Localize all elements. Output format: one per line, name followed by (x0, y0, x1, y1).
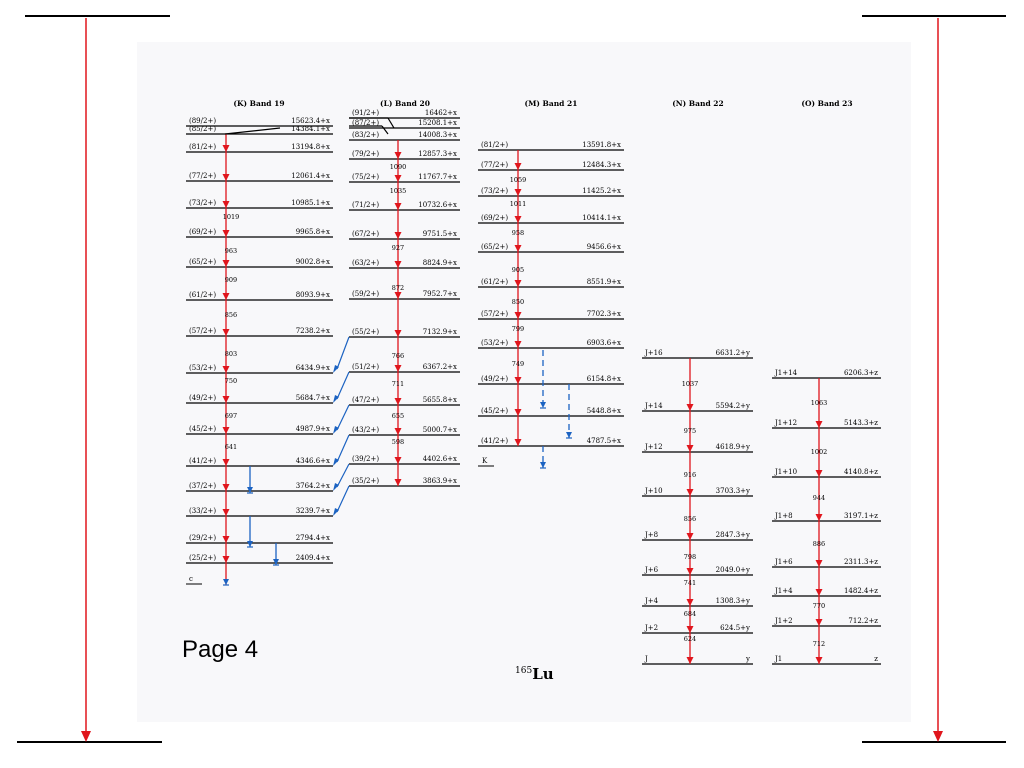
spin-label: J1+6 (775, 558, 793, 566)
cascade-arrowhead (687, 445, 694, 452)
spin-label: (63/2+) (352, 259, 380, 267)
spin-label: J1+2 (775, 617, 793, 625)
band-title: (N) Band 22 (672, 99, 724, 108)
gamma-energy-label: 598 (391, 438, 405, 446)
cascade-arrowhead (515, 377, 522, 384)
spin-label: (47/2+) (352, 396, 380, 404)
energy-label: 4618.9+y (715, 443, 750, 451)
energy-label: 7132.9+x (422, 328, 457, 336)
energy-label: 11425.2+x (582, 187, 621, 195)
energy-label: 9965.8+x (295, 228, 330, 236)
cascade-arrowhead (515, 163, 522, 170)
energy-label: 3197.1+z (843, 512, 878, 520)
energy-label: 13591.8+x (582, 141, 621, 149)
spin-label: J+4 (645, 597, 659, 605)
spin-label: (73/2+) (189, 199, 217, 207)
cascade-arrowhead (515, 341, 522, 348)
energy-label: 624.5+y (720, 624, 750, 632)
spin-label: (41/2+) (189, 457, 217, 465)
energy-label: 6631.2+y (715, 349, 750, 357)
interband-transition (337, 486, 349, 512)
dashed-decay-arrowhead (540, 402, 546, 408)
energy-label: 8551.9+x (586, 278, 621, 286)
cascade-arrowhead (395, 457, 402, 464)
crossing-line (388, 118, 394, 128)
spin-label: (71/2+) (352, 201, 380, 209)
cascade-arrowhead (223, 396, 230, 403)
cascade-arrowhead (395, 203, 402, 210)
band-title: (M) Band 21 (524, 99, 578, 108)
cascade-arrowhead (687, 404, 694, 411)
gamma-energy-label: 916 (683, 471, 697, 479)
energy-label: 16462+x (424, 109, 457, 117)
gamma-energy-label: 850 (511, 298, 525, 306)
nucleus-symbol: Lu (532, 665, 554, 683)
blue-decay-arrowhead (247, 541, 253, 547)
gamma-energy-label: 963 (224, 247, 238, 255)
energy-label: 1482.4+z (843, 587, 878, 595)
cascade-arrowhead (223, 556, 230, 563)
right-arrow-head (933, 731, 943, 742)
gamma-energy-label: 641 (224, 443, 238, 451)
band-footer-label: K (482, 457, 488, 465)
gamma-energy-label: 958 (511, 229, 525, 237)
spin-label: (29/2+) (189, 534, 217, 542)
spin-label: (69/2+) (481, 214, 509, 222)
cascade-arrowhead (816, 514, 823, 521)
spin-label: J1+4 (775, 587, 793, 595)
cascade-arrowhead (223, 509, 230, 516)
energy-label: 7702.3+x (586, 310, 621, 318)
interband-transition (337, 435, 349, 462)
crossing-line (382, 126, 388, 134)
gamma-energy-label: 684 (683, 610, 697, 618)
energy-label: 15623.4+x (291, 117, 330, 125)
level-scheme (137, 42, 911, 722)
energy-label: 2049.0+y (715, 566, 750, 574)
cascade-arrowhead (687, 626, 694, 633)
gamma-energy-label: 712 (812, 640, 826, 648)
spin-label: (25/2+) (189, 554, 217, 562)
energy-label: 3239.7+x (295, 507, 330, 515)
energy-label: 4140.8+z (843, 468, 878, 476)
gamma-energy-label: 655 (391, 412, 405, 420)
gamma-energy-label: 944 (812, 494, 826, 502)
spin-label: (65/2+) (189, 258, 217, 266)
energy-label: 6434.9+x (295, 364, 330, 372)
energy-label: 4787.5+x (586, 437, 621, 445)
cascade-arrowhead (223, 536, 230, 543)
spin-label: (61/2+) (189, 291, 217, 299)
spin-label: (49/2+) (481, 375, 509, 383)
energy-label: 2794.4+x (295, 534, 330, 542)
spin-label: (61/2+) (481, 278, 509, 286)
gamma-energy-label: 975 (683, 427, 697, 435)
spin-label: (33/2+) (189, 507, 217, 515)
spin-label: (81/2+) (189, 143, 217, 151)
cascade-arrowhead (223, 427, 230, 434)
dashed-decay-arrowhead (540, 462, 546, 468)
cascade-arrowhead (515, 439, 522, 446)
energy-label: 2847.3+y (715, 531, 750, 539)
cascade-arrowhead (395, 330, 402, 337)
energy-label: 5655.8+x (422, 396, 457, 404)
energy-label: 14384.1+x (291, 125, 330, 133)
page-label: Page 4 (182, 636, 259, 663)
gamma-energy-label: 741 (683, 579, 697, 587)
energy-label: 9751.5+x (422, 230, 457, 238)
spin-label: J+14 (645, 402, 663, 410)
spin-label: (43/2+) (352, 426, 380, 434)
spin-label: (45/2+) (189, 425, 217, 433)
energy-label: 5143.3+z (843, 419, 878, 427)
gamma-energy-label: 872 (391, 284, 405, 292)
cascade-arrowhead (395, 175, 402, 182)
dashed-decay-arrowhead (566, 432, 572, 438)
energy-label: 2409.4+x (295, 554, 330, 562)
spin-label: (51/2+) (352, 363, 380, 371)
spin-label: (73/2+) (481, 187, 509, 195)
energy-label: 10414.1+x (582, 214, 621, 222)
cascade-arrowhead (223, 260, 230, 267)
energy-label: 1308.3+y (715, 597, 750, 605)
energy-label: 6367.2+x (422, 363, 457, 371)
cascade-arrowhead (395, 398, 402, 405)
cascade-arrowhead (223, 174, 230, 181)
cascade-arrowhead (515, 280, 522, 287)
cascade-arrowhead (223, 145, 230, 152)
cascade-arrowhead (395, 428, 402, 435)
energy-label: 10732.6+x (418, 201, 457, 209)
spin-label: (59/2+) (352, 290, 380, 298)
gamma-energy-label: 905 (511, 266, 525, 274)
cascade-arrowhead (515, 245, 522, 252)
cascade-arrowhead (816, 657, 823, 664)
interband-transition (337, 464, 349, 487)
spin-label: J+8 (645, 531, 659, 539)
energy-label: 12857.3+x (418, 150, 457, 158)
cascade-arrowhead (816, 470, 823, 477)
cascade-arrowhead (395, 365, 402, 372)
spin-label: (87/2+) (352, 119, 380, 127)
cascade-arrowhead (816, 560, 823, 567)
gamma-energy-label: 927 (391, 244, 405, 252)
spin-label: J+10 (645, 487, 663, 495)
cascade-arrowhead (223, 201, 230, 208)
energy-label: 5684.7+x (295, 394, 330, 402)
energy-label: 6206.3+z (843, 369, 878, 377)
spin-label: J (645, 655, 648, 663)
cascade-arrowhead (515, 189, 522, 196)
gamma-energy-label: 909 (224, 276, 238, 284)
spin-label: J1+10 (775, 468, 798, 476)
cascade-arrowhead (687, 533, 694, 540)
spin-label: (45/2+) (481, 407, 509, 415)
energy-label: 5594.2+y (715, 402, 750, 410)
spin-label: (79/2+) (352, 150, 380, 158)
cascade-arrowhead (223, 329, 230, 336)
cascade-arrowhead (223, 366, 230, 373)
interband-transition (337, 372, 349, 399)
gamma-energy-label: 803 (224, 350, 238, 358)
interband-transition (337, 405, 349, 430)
cascade-arrowhead (223, 293, 230, 300)
energy-label: 7952.7+x (422, 290, 457, 298)
spin-label: J1 (775, 655, 783, 663)
spin-label: (91/2+) (352, 109, 380, 117)
cascade-arrowhead (816, 421, 823, 428)
cascade-arrowhead (223, 484, 230, 491)
spin-label: (85/2+) (189, 125, 217, 133)
gamma-energy-label: 770 (812, 602, 826, 610)
energy-label: 12061.4+x (291, 172, 330, 180)
cascade-arrowhead (816, 589, 823, 596)
cascade-arrowhead (816, 619, 823, 626)
gamma-energy-label: 1011 (509, 200, 527, 208)
spin-label: J+2 (645, 624, 659, 632)
spin-label: J1+14 (775, 369, 798, 377)
spin-label: J+12 (645, 443, 663, 451)
spin-label: (39/2+) (352, 455, 380, 463)
spin-label: (53/2+) (481, 339, 509, 347)
band-title: (L) Band 20 (380, 99, 430, 108)
energy-label: 13194.8+x (291, 143, 330, 151)
gamma-energy-label: 1090 (389, 163, 407, 171)
gamma-energy-label: 799 (511, 325, 525, 333)
gamma-energy-label: 856 (683, 515, 697, 523)
spin-label: (65/2+) (481, 243, 509, 251)
cascade-arrowhead (515, 409, 522, 416)
spin-label: (75/2+) (352, 173, 380, 181)
spin-label: J1+12 (775, 419, 798, 427)
cascade-arrowhead (395, 261, 402, 268)
nucleus-label (515, 665, 554, 683)
band-title: (K) Band 19 (233, 99, 285, 108)
gamma-energy-label: 711 (391, 380, 405, 388)
cascade-arrowhead (687, 568, 694, 575)
energy-label: 4346.6+x (295, 457, 330, 465)
spin-label: J1+8 (775, 512, 793, 520)
energy-label: 2311.3+z (843, 558, 878, 566)
spin-label: (53/2+) (189, 364, 217, 372)
energy-label: 9456.6+x (586, 243, 621, 251)
spin-label: (67/2+) (352, 230, 380, 238)
gamma-energy-label: 1002 (810, 448, 828, 456)
spin-label: (89/2+) (189, 117, 217, 125)
band19-exit-arrowhead (223, 579, 229, 585)
band-title: (O) Band 23 (801, 99, 853, 108)
spin-label: (41/2+) (481, 437, 509, 445)
gamma-energy-label: 749 (511, 360, 525, 368)
energy-label: 5448.8+x (586, 407, 621, 415)
cascade-arrowhead (395, 292, 402, 299)
gamma-energy-label: 798 (683, 553, 697, 561)
crossing-line (225, 128, 280, 134)
gamma-energy-label: 1019 (222, 213, 240, 221)
blue-decay-arrowhead (247, 487, 253, 493)
energy-label: 14008.3+x (418, 131, 457, 139)
gamma-energy-label: 766 (391, 352, 405, 360)
energy-label: y (746, 655, 750, 663)
cascade-arrowhead (687, 489, 694, 496)
cascade-arrowhead (395, 152, 402, 159)
band-footer-label: c (189, 575, 193, 583)
energy-label: 8824.9+x (422, 259, 457, 267)
spin-label: (69/2+) (189, 228, 217, 236)
energy-label: 8093.9+x (295, 291, 330, 299)
gamma-energy-label: 1059 (509, 176, 527, 184)
interband-transition (337, 337, 349, 369)
energy-label: 5000.7+x (422, 426, 457, 434)
energy-label: 15208.1+x (418, 119, 457, 127)
level-scheme-panel (137, 42, 911, 722)
energy-label: 3863.9+x (422, 477, 457, 485)
energy-label: z (874, 655, 878, 663)
left-arrow-head (81, 731, 91, 742)
spin-label: (77/2+) (189, 172, 217, 180)
energy-label: 7238.2+x (295, 327, 330, 335)
gamma-energy-label: 1035 (389, 187, 407, 195)
gamma-energy-label: 1063 (810, 399, 828, 407)
nucleus-mass: 165 (515, 666, 533, 676)
energy-label: 10985.1+x (291, 199, 330, 207)
energy-label: 12484.3+x (582, 161, 621, 169)
spin-label: J+16 (645, 349, 663, 357)
cascade-arrowhead (395, 479, 402, 486)
gamma-energy-label: 856 (224, 311, 238, 319)
energy-label: 6903.6+x (586, 339, 621, 347)
energy-label: 4987.9+x (295, 425, 330, 433)
cascade-arrowhead (223, 230, 230, 237)
energy-label: 712.2+z (848, 617, 878, 625)
spin-label: J+6 (645, 566, 659, 574)
blue-decay-arrowhead (273, 559, 279, 565)
spin-label: (83/2+) (352, 131, 380, 139)
spin-label: (81/2+) (481, 141, 509, 149)
energy-label: 4402.6+x (422, 455, 457, 463)
gamma-energy-label: 1037 (681, 380, 699, 388)
energy-label: 9002.8+x (295, 258, 330, 266)
cascade-arrowhead (223, 459, 230, 466)
gamma-energy-label: 624 (683, 635, 697, 643)
cascade-arrowhead (687, 657, 694, 664)
gamma-energy-label: 886 (812, 540, 826, 548)
energy-label: 3764.2+x (295, 482, 330, 490)
cascade-arrowhead (395, 232, 402, 239)
spin-label: (49/2+) (189, 394, 217, 402)
energy-label: 11767.7+x (418, 173, 457, 181)
energy-label: 6154.8+x (586, 375, 621, 383)
cascade-arrowhead (515, 216, 522, 223)
energy-label: 3703.3+y (715, 487, 750, 495)
gamma-energy-label: 750 (224, 377, 238, 385)
cascade-arrowhead (515, 312, 522, 319)
cascade-arrowhead (687, 599, 694, 606)
spin-label: (57/2+) (189, 327, 217, 335)
gamma-energy-label: 697 (224, 412, 238, 420)
spin-label: (55/2+) (352, 328, 380, 336)
spin-label: (57/2+) (481, 310, 509, 318)
spin-label: (35/2+) (352, 477, 380, 485)
spin-label: (37/2+) (189, 482, 217, 490)
spin-label: (77/2+) (481, 161, 509, 169)
